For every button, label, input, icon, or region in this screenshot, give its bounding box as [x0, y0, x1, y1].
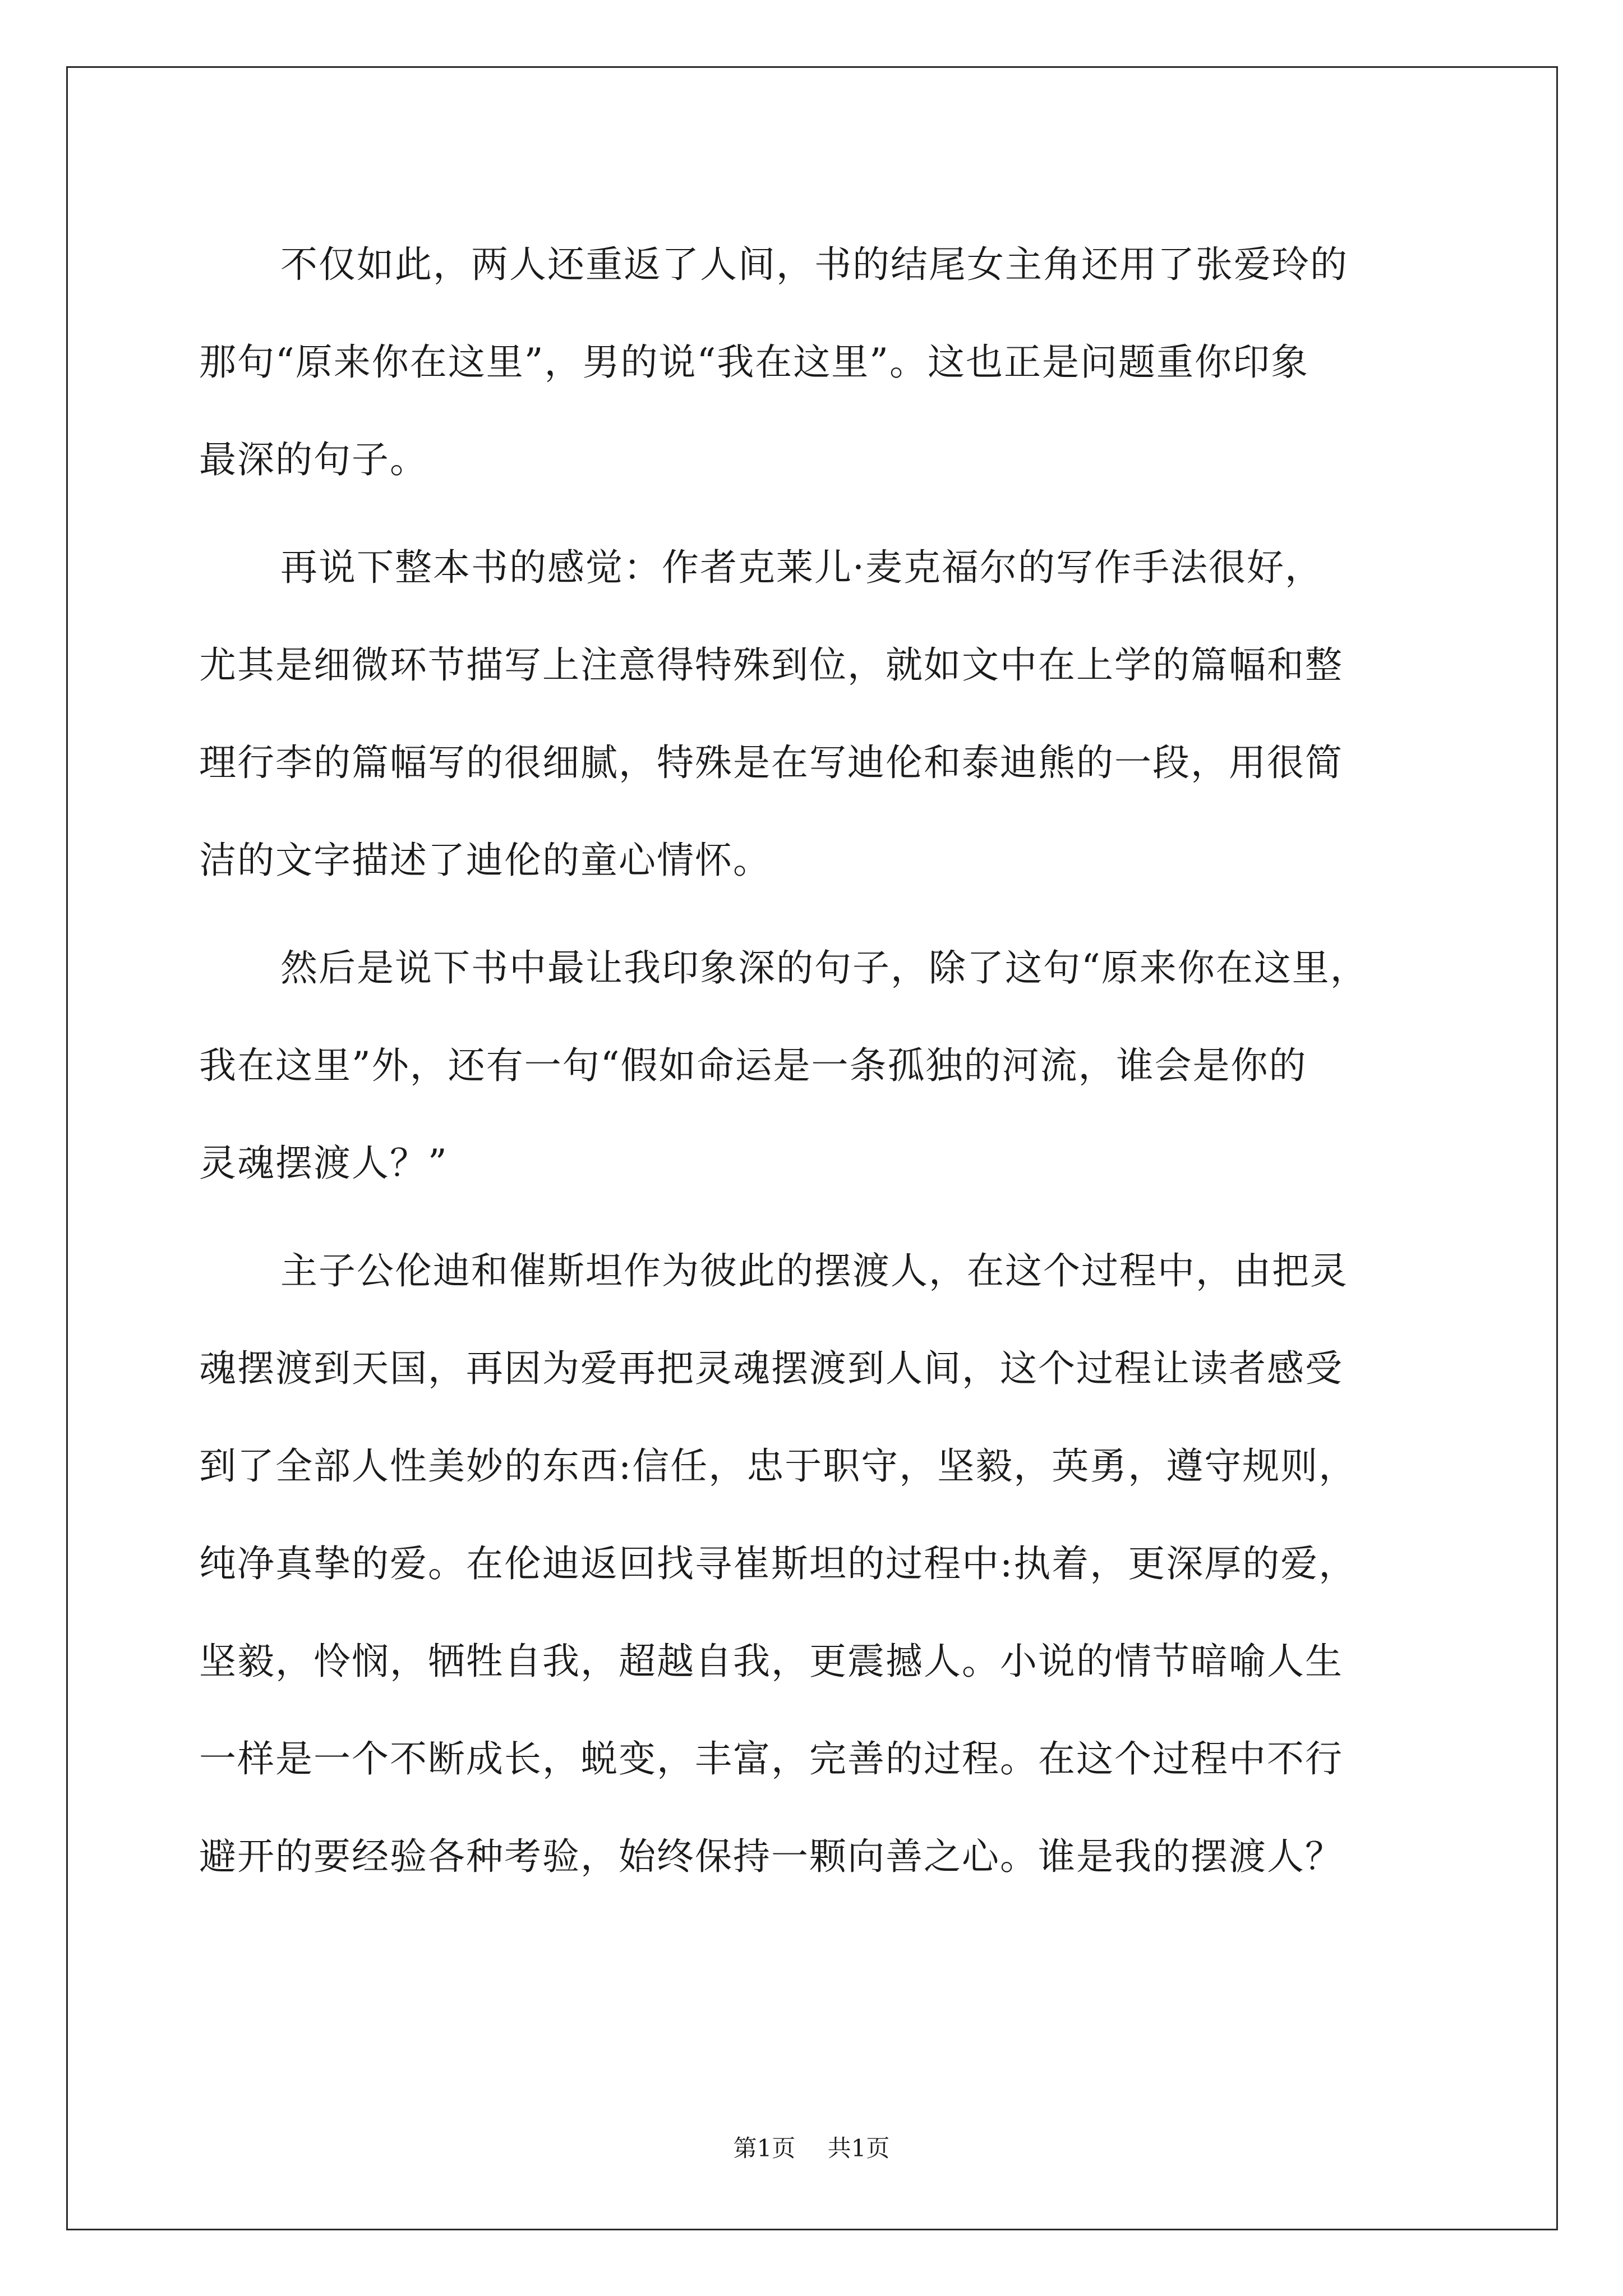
paragraph-2-line-4: 洁的文字描述了迪伦的童心情怀。: [199, 839, 771, 882]
paragraph-3-line-2: 我在这里”外，还有一句“假如命运是一条孤独的河流，谁会是你的: [199, 1044, 1307, 1087]
paragraph-3-line-3: 灵魂摆渡人？”: [199, 1142, 448, 1185]
page-total: 共1页: [827, 2134, 890, 2162]
paragraph-1-line-2: 那句“原来你在这里”，男的说“我在这里”。这也正是问题重你印象: [199, 341, 1309, 384]
paragraph-4-line-2: 魂摆渡到天国，再因为爱再把灵魂摆渡到人间，这个过程让读者感受: [199, 1347, 1343, 1390]
page-footer: [0, 2134, 1623, 2162]
paragraph-gap: [199, 509, 1427, 519]
paragraph-2-line-2: 尤其是细微环节描写上注意得特殊到位，就如文中在上学的篇幅和整: [199, 643, 1343, 687]
paragraph-4-line-1: 主子公伦迪和催斯坦作为彼此的摆渡人，在这个过程中，由把灵: [280, 1249, 1348, 1292]
paragraph-gap: [199, 909, 1427, 919]
page-number: 第1页: [733, 2134, 796, 2162]
paragraph-4-line-6: 一样是一个不断成长，蜕变，丰富，完善的过程。在这个过程中不行: [199, 1737, 1343, 1780]
paragraph-gap: [199, 1212, 1427, 1222]
paragraph-1-line-3: 最深的句子。: [199, 438, 428, 481]
paragraph-2-line-3: 理行李的篇幅写的很细腻，特殊是在写迪伦和泰迪熊的一段，用很简: [199, 741, 1343, 784]
document-body: [199, 216, 1427, 1906]
paragraph-1-line-1: 不仅如此，两人还重返了人间，书的结尾女主角还用了张爱玲的: [280, 243, 1348, 286]
paragraph-4-line-7: 避开的要经验各种考验，始终保持一颗向善之心。谁是我的摆渡人？: [199, 1835, 1343, 1878]
paragraph-3-line-1: 然后是说下书中最让我印象深的句子，除了这句“原来你在这里，: [280, 946, 1368, 990]
paragraph-4-line-3: 到了全部人性美妙的东西:信任，忠于职守，坚毅，英勇，遵守规则，: [199, 1444, 1357, 1488]
paragraph-2-line-1: 再说下整本书的感觉：作者克莱儿·麦克福尔的写作手法很好，: [280, 546, 1323, 589]
paragraph-4-line-5: 坚毅，怜悯，牺牲自我，超越自我，更震撼人。小说的情节暗喻人生: [199, 1640, 1343, 1683]
paragraph-4-line-4: 纯净真挚的爱。在伦迪返回找寻崔斯坦的过程中:执着，更深厚的爱，: [199, 1542, 1357, 1585]
